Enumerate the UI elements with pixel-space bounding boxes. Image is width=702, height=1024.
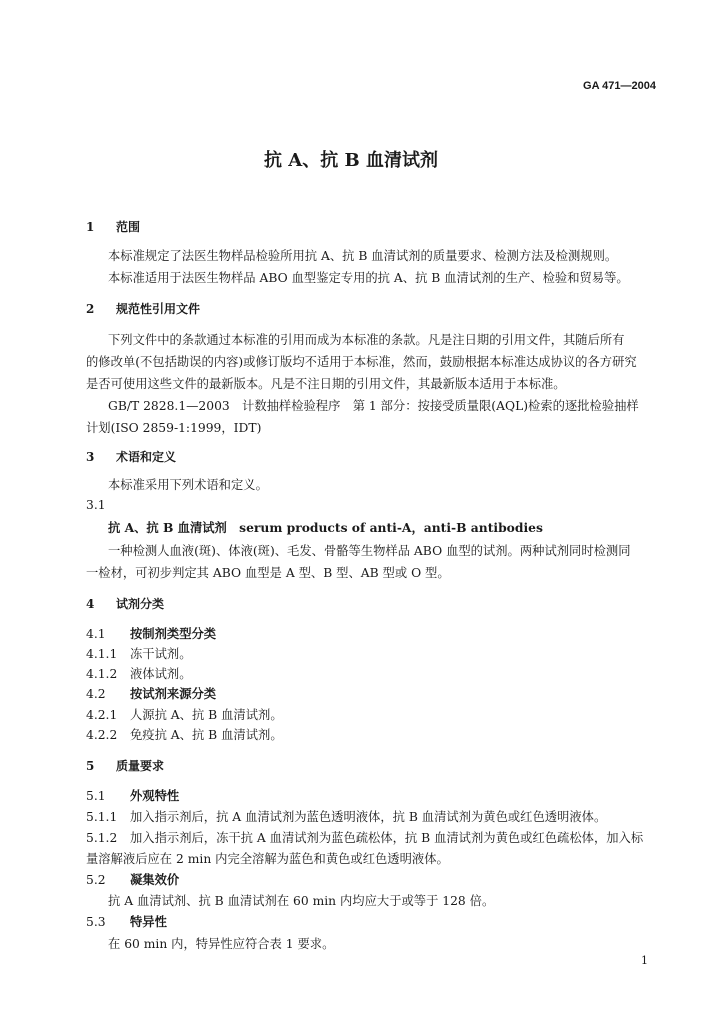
clause-text: 按制剂类型分类 [130,626,217,641]
paragraph-line: 是否可使用这些文件的最新版本。凡是不注日期的引用文件，其最新版本适用于本标准。 [86,377,566,391]
clause-4-2-2 [86,725,283,743]
standard-number: GA 471—2004 [583,80,656,92]
clause-number: 4.1.1 [86,647,118,661]
term-entry: 抗 A、抗 B 血清试剂 serum products of anti-A，anti-B antibodies [108,520,543,535]
section-4-heading [86,595,164,612]
clause-number: 4.2.2 [86,728,118,742]
section-title: 规范性引用文件 [116,302,201,316]
clause-5-1 [86,786,179,804]
paragraph-line: 下列文件中的条款通过本标准的引用而成为本标准的条款。凡是注日期的引用文件，其随后所有 [108,333,625,347]
section-number: 2 [86,302,95,316]
section-number: 3 [86,450,95,464]
clause-number: 5.2 [86,873,106,887]
clause-4-1-2 [86,664,192,682]
clause-text: 加入指示剂后，冻干抗 A 血清试剂为蓝色疏松体，抗 B 血清试剂为黄色或红色疏松体，加入标 [130,831,644,845]
clause-number: 4.2 [86,687,106,701]
clause-continuation: 量溶解液后应在 2 min 内完全溶解为蓝色和黄色或红色透明液体。 [86,852,449,866]
paragraph: 本标准采用下列术语和定义。 [108,478,268,492]
paragraph: 在 60 min 内，特异性应符合表 1 要求。 [108,937,335,951]
clause-number: 4.1.2 [86,667,118,681]
section-3-heading [86,448,176,465]
clause-text: 免疫抗 A、抗 B 血清试剂。 [130,728,283,742]
page-number: 1 [641,954,648,967]
clause-4-2 [86,684,216,702]
clause-number: 5.1 [86,789,106,803]
section-number: 4 [86,597,95,611]
clause-text: 加入指示剂后，抗 A 血清试剂为蓝色透明液体，抗 B 血清试剂为黄色或红色透明液体。 [130,810,607,824]
clause-number: 5.1.2 [86,831,118,845]
clause-4-2-1 [86,705,283,723]
paragraph-line: 的修改单(不包括勘误的内容)或修订版均不适用于本标准，然而，鼓励根据本标准达成协议的各方研究 [86,355,637,369]
clause-4-1 [86,624,216,642]
definition-line: 一种检测人血液(斑)、体液(斑)、毛发、骨骼等生物样品 ABO 血型的试剂。两种试剂同时检测同 [108,544,631,558]
clause-number: 5.1.1 [86,810,118,824]
section-number: 1 [86,220,95,234]
clause-text: 外观特性 [130,788,180,803]
clause-text: 冻干试剂。 [130,647,192,661]
section-title: 术语和定义 [116,450,177,464]
clause-text: 液体试剂。 [130,667,192,681]
clause-number: 4.1 [86,627,106,641]
clause-5-3 [86,912,167,930]
clause-number: 5.3 [86,915,106,929]
clause-5-1-2 [86,828,643,846]
clause-text: 按试剂来源分类 [130,686,217,701]
paragraph: 本标准适用于法医生物样品 ABO 血型鉴定专用的抗 A、抗 B 血清试剂的生产、检验和贸易等。 [108,271,629,285]
section-title: 质量要求 [116,759,165,773]
section-number: 5 [86,759,95,773]
clause-text: 特异性 [130,914,167,929]
paragraph: 抗 A 血清试剂、抗 B 血清试剂在 60 min 内均应大于或等于 128 倍。 [108,894,495,908]
clause-number: 4.2.1 [86,708,118,722]
section-title: 试剂分类 [116,597,165,611]
paragraph: 本标准规定了法医生物样品检验所用抗 A、抗 B 血清试剂的质量要求、检测方法及检测规则。 [108,249,618,263]
clause-5-1-1 [86,807,606,825]
clause-text: 凝集效价 [130,872,180,887]
section-5-heading [86,757,164,774]
clause-4-1-1 [86,644,192,662]
section-1-heading [86,218,140,235]
document-title: 抗 A、抗 B 血清试剂 [264,150,438,171]
section-title: 范围 [116,220,141,234]
clause-5-2 [86,870,179,888]
section-2-heading [86,300,200,317]
clause-number: 3.1 [86,498,106,512]
definition-line: 一检材，可初步判定其 ABO 血型是 A 型、B 型、AB 型或 O 型。 [86,566,450,580]
reference-line: GB/T 2828.1—2003 计数抽样检验程序 第 1 部分：按接受质量限(AQL)检索的逐批检验抽样 [108,399,639,413]
reference-line: 计划(ISO 2859-1:1999，IDT) [86,421,262,435]
clause-text: 人源抗 A、抗 B 血清试剂。 [130,708,283,722]
